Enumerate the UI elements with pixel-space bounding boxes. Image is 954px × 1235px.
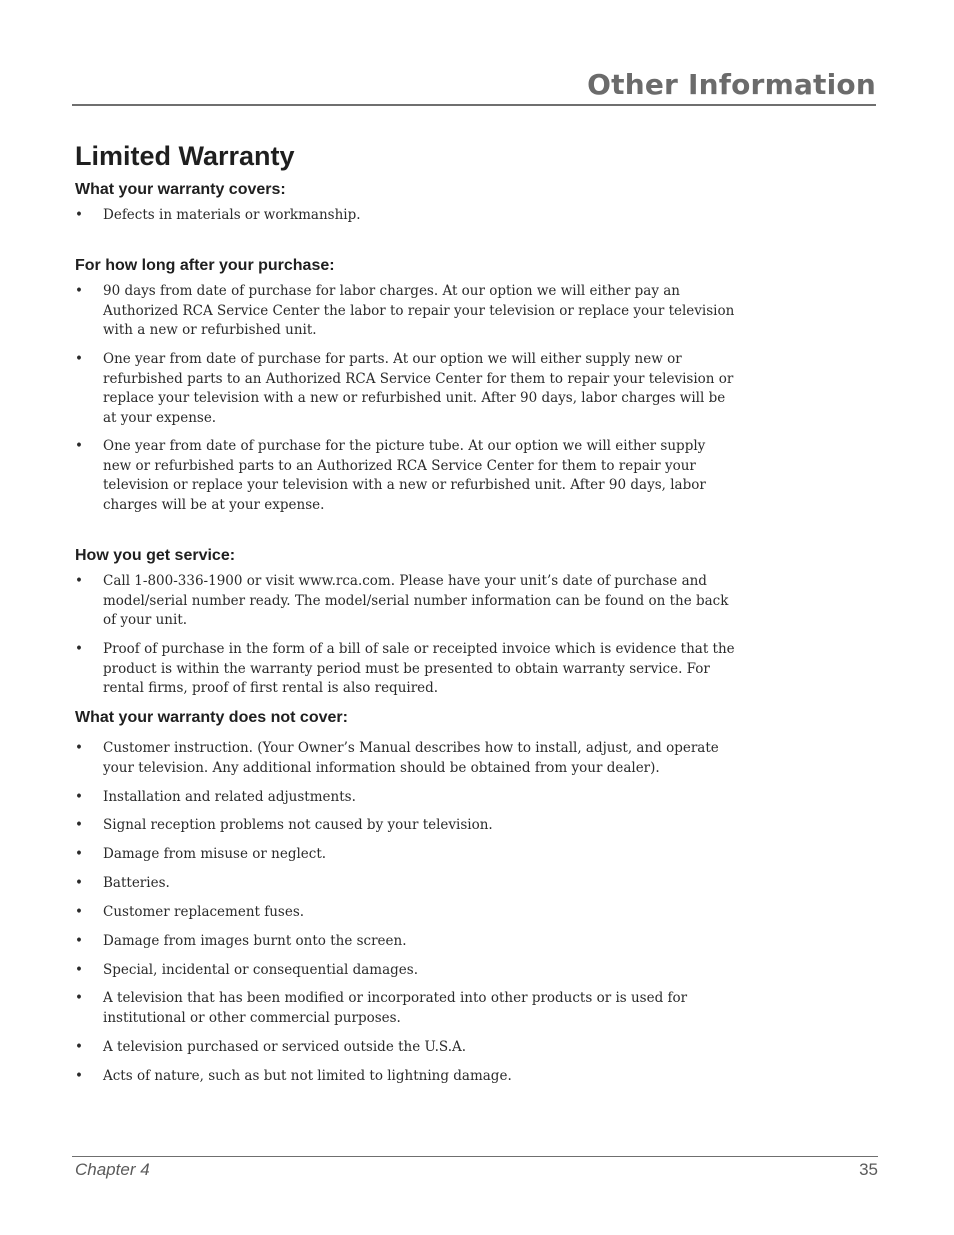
- bullet-icon: •: [75, 573, 83, 589]
- list-item: [75, 903, 735, 923]
- bullet-icon: •: [75, 438, 83, 454]
- list-item-text: A television purchased or serviced outside the U.S.A.: [103, 1039, 467, 1055]
- list-item: [75, 350, 735, 428]
- list-item: [75, 1067, 735, 1087]
- list-item-text: Customer instruction. (Your Owner’s Manual describes how to install, adjust, and operate your television. Any additional information should be obtained from your dealer).: [103, 740, 719, 776]
- list-item: [75, 640, 735, 699]
- bullet-icon: •: [75, 904, 83, 920]
- list-item: [75, 874, 735, 894]
- list-item: [75, 206, 735, 226]
- list-item: [75, 816, 735, 836]
- list-item-text: Customer replacement fuses.: [103, 904, 305, 920]
- list-item-text: Special, incidental or consequential damages.: [103, 962, 418, 978]
- list-item-text: Damage from images burnt onto the screen.: [103, 933, 407, 949]
- list-item-text: Proof of purchase in the form of a bill of sale or receipted invoice which is evidence that the product is within the warranty period must be presented to obtain warranty service. For rental firms, proof of first rental is also required.: [103, 641, 735, 697]
- list-item: [75, 845, 735, 865]
- list-item-text: One year from date of purchase for parts. At our option we will either supply new or refurbished parts to an Authorized RCA Service Center for them to repair your television or replace your television with a new or refurbished unit. After 90 days, labor charges will be at your expense.: [103, 351, 734, 426]
- list-item-text: Damage from misuse or neglect.: [103, 846, 327, 862]
- page-title: Limited Warranty: [75, 141, 295, 171]
- bullet-icon: •: [75, 789, 83, 805]
- bullet-icon: •: [75, 933, 83, 949]
- footer-divider: [72, 1156, 878, 1157]
- bullet-icon: •: [75, 962, 83, 978]
- footer-chapter-label: Chapter 4: [75, 1160, 150, 1179]
- list-item-text: Acts of nature, such as but not limited to lightning damage.: [103, 1068, 512, 1084]
- list-item-text: One year from date of purchase for the picture tube. At our option we will either supply new or refurbished parts to an Authorized RCA Service Center for them to repair your television or replace your television with a new or refurbished unit. After 90 days, labor charges will be at your expense.: [103, 438, 706, 513]
- header-divider: [72, 104, 876, 106]
- bullet-icon: •: [75, 1039, 83, 1055]
- list-item: [75, 961, 735, 981]
- list-item: [75, 788, 735, 808]
- bullet-icon: •: [75, 641, 83, 657]
- bullet-icon: •: [75, 846, 83, 862]
- list-item: [75, 572, 735, 631]
- bullet-icon: •: [75, 875, 83, 891]
- list-item: [75, 989, 735, 1028]
- list-item: [75, 437, 735, 515]
- list-item-text: 90 days from date of purchase for labor charges. At our option we will either pay an Authorized RCA Service Center the labor to repair your television or replace your television with a new or refurbished unit.: [103, 283, 735, 339]
- list-item-text: Installation and related adjustments.: [103, 789, 356, 805]
- bullet-icon: •: [75, 207, 83, 223]
- section-heading-service: How you get service:: [75, 547, 236, 564]
- bullet-icon: •: [75, 817, 83, 833]
- bullet-icon: •: [75, 740, 83, 756]
- list-item-text: Call 1-800-336-1900 or visit www.rca.com. Please have your unit’s date of purchase and model/serial number ready. The model/serial number information can be found on the back of your unit.: [103, 573, 729, 629]
- list-item: [75, 1038, 735, 1058]
- list-item-text: Defects in materials or workmanship.: [103, 207, 361, 223]
- section-header-title: Other Information: [587, 68, 876, 101]
- section-heading-covers: What your warranty covers:: [75, 181, 286, 198]
- list-item-text: Batteries.: [103, 875, 170, 891]
- footer-page-number: 35: [859, 1160, 878, 1179]
- bullet-icon: •: [75, 283, 83, 299]
- bullet-icon: •: [75, 1068, 83, 1084]
- list-item: [75, 932, 735, 952]
- list-item-text: A television that has been modified or incorporated into other products or is used for institutional or other commercial purposes.: [103, 990, 688, 1026]
- section-heading-exclusions: What your warranty does not cover:: [75, 709, 348, 726]
- bullet-icon: •: [75, 351, 83, 367]
- section-heading-duration: For how long after your purchase:: [75, 257, 335, 274]
- bullet-icon: •: [75, 990, 83, 1006]
- list-item-text: Signal reception problems not caused by your television.: [103, 817, 493, 833]
- list-item: [75, 739, 735, 778]
- list-item: [75, 282, 735, 341]
